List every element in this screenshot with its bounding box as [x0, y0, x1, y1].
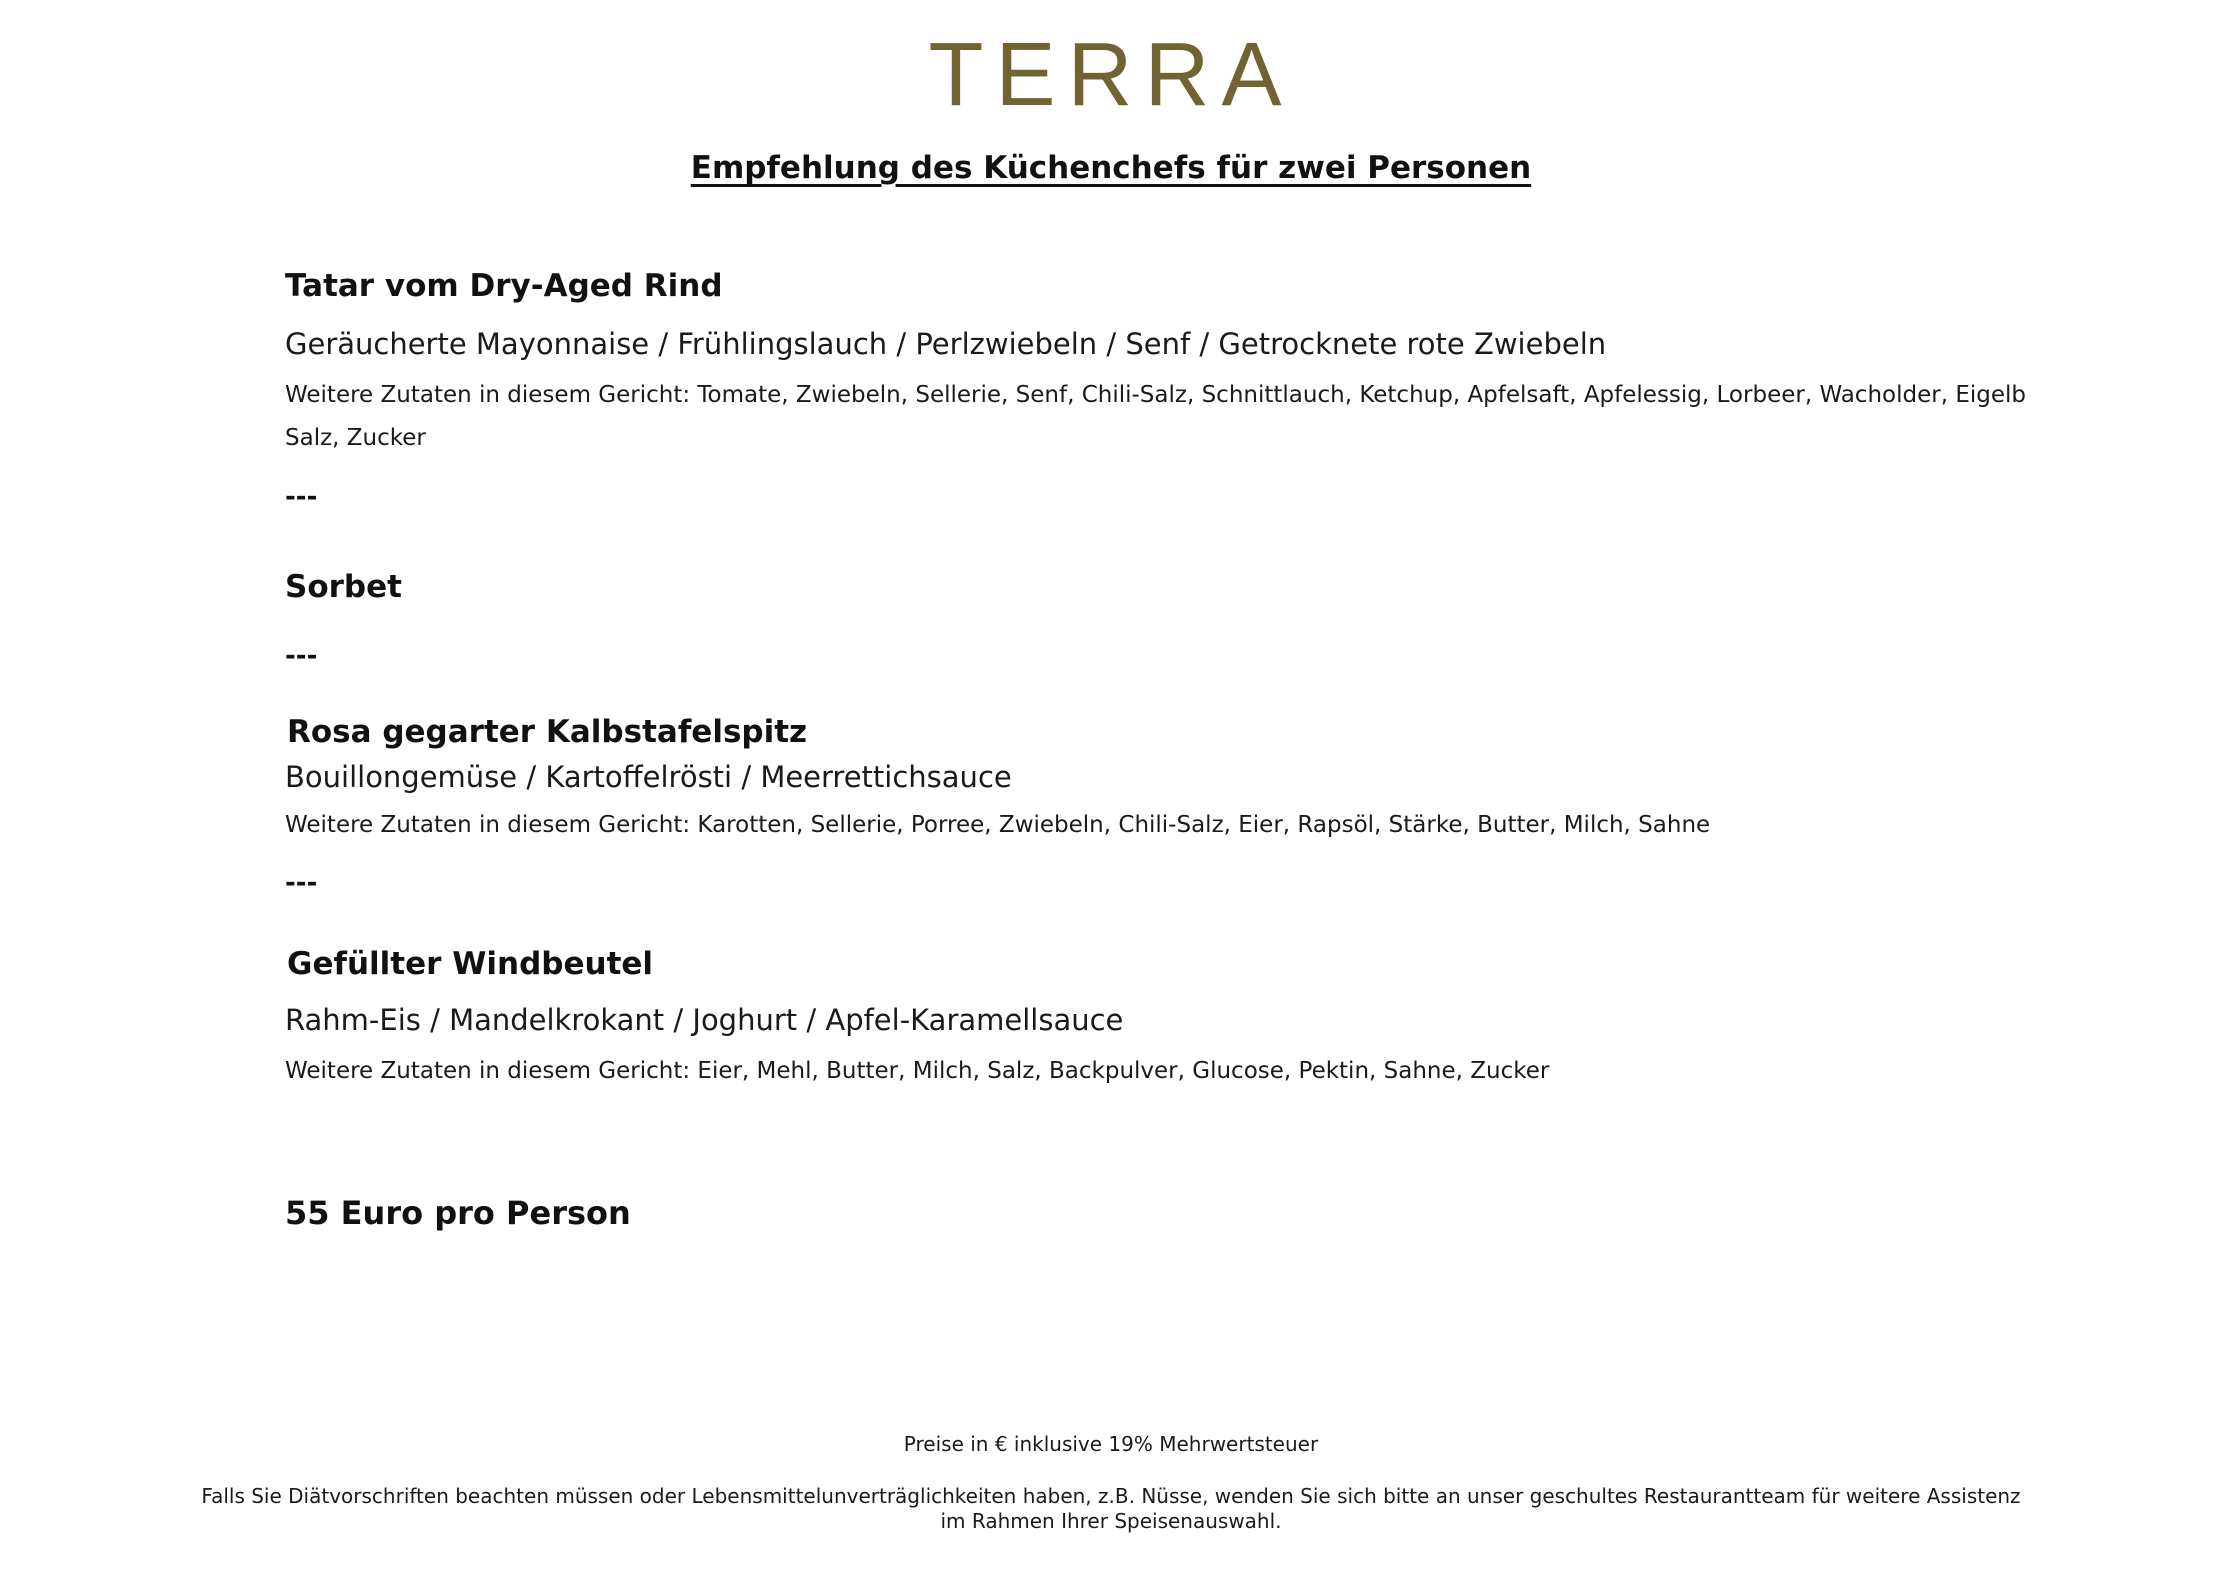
course-separator: --- — [285, 868, 318, 898]
course-ingredients-tatar: Weitere Zutaten in diesem Gericht: Tomate, Zwiebeln, Sellerie, Senf, Chili-Salz, Schnittlauch, Ketchup, Apfelsaft, Apfelessig, Lorbeer, Wacholder, Eigelb — [285, 382, 2026, 408]
menu-subtitle: Empfehlung des Küchenchefs für zwei Personen — [690, 150, 1532, 186]
course-ingredients-tatar-cont: Salz, Zucker — [285, 425, 426, 451]
course-title-sorbet: Sorbet — [285, 569, 402, 605]
course-title-kalbstafelspitz: Rosa gegarter Kalbstafelspitz — [287, 714, 808, 750]
course-ingredients-windbeutel: Weitere Zutaten in diesem Gericht: Eier, Mehl, Butter, Milch, Salz, Backpulver, Glucose, Pektin, Sahne, Zucker — [285, 1058, 1550, 1084]
allergy-note: Falls Sie Diätvorschriften beachten müssen oder Lebensmittelunverträglichkeiten haben, z.B. Nüsse, wenden Sie sich bitte an unser geschultes Restaurantteam für weitere Assistenz — [201, 1484, 2021, 1508]
course-main-kalbstafelspitz: Bouillongemüse / Kartoffelrösti / Meerrettichsauce — [285, 760, 1012, 794]
course-title-tatar: Tatar vom Dry-Aged Rind — [285, 268, 723, 304]
course-main-tatar: Geräucherte Mayonnaise / Frühlingslauch / Perlzwiebeln / Senf / Getrocknete rote Zwiebeln — [285, 327, 1607, 361]
allergy-note-cont: im Rahmen Ihrer Speisenauswahl. — [940, 1509, 1282, 1533]
restaurant-logo: TERRA — [928, 25, 1294, 125]
menu-price: 55 Euro pro Person — [285, 1194, 631, 1232]
course-main-windbeutel: Rahm-Eis / Mandelkrokant / Joghurt / Apfel-Karamellsauce — [285, 1003, 1124, 1037]
vat-note: Preise in € inklusive 19% Mehrwertsteuer — [903, 1432, 1319, 1456]
course-title-windbeutel: Gefüllter Windbeutel — [287, 946, 654, 982]
course-ingredients-kalbstafelspitz: Weitere Zutaten in diesem Gericht: Karotten, Sellerie, Porree, Zwiebeln, Chili-Salz, Eier, Rapsöl, Stärke, Butter, Milch, Sahne — [285, 812, 1711, 838]
course-separator: --- — [285, 482, 318, 512]
course-separator: --- — [285, 641, 318, 671]
